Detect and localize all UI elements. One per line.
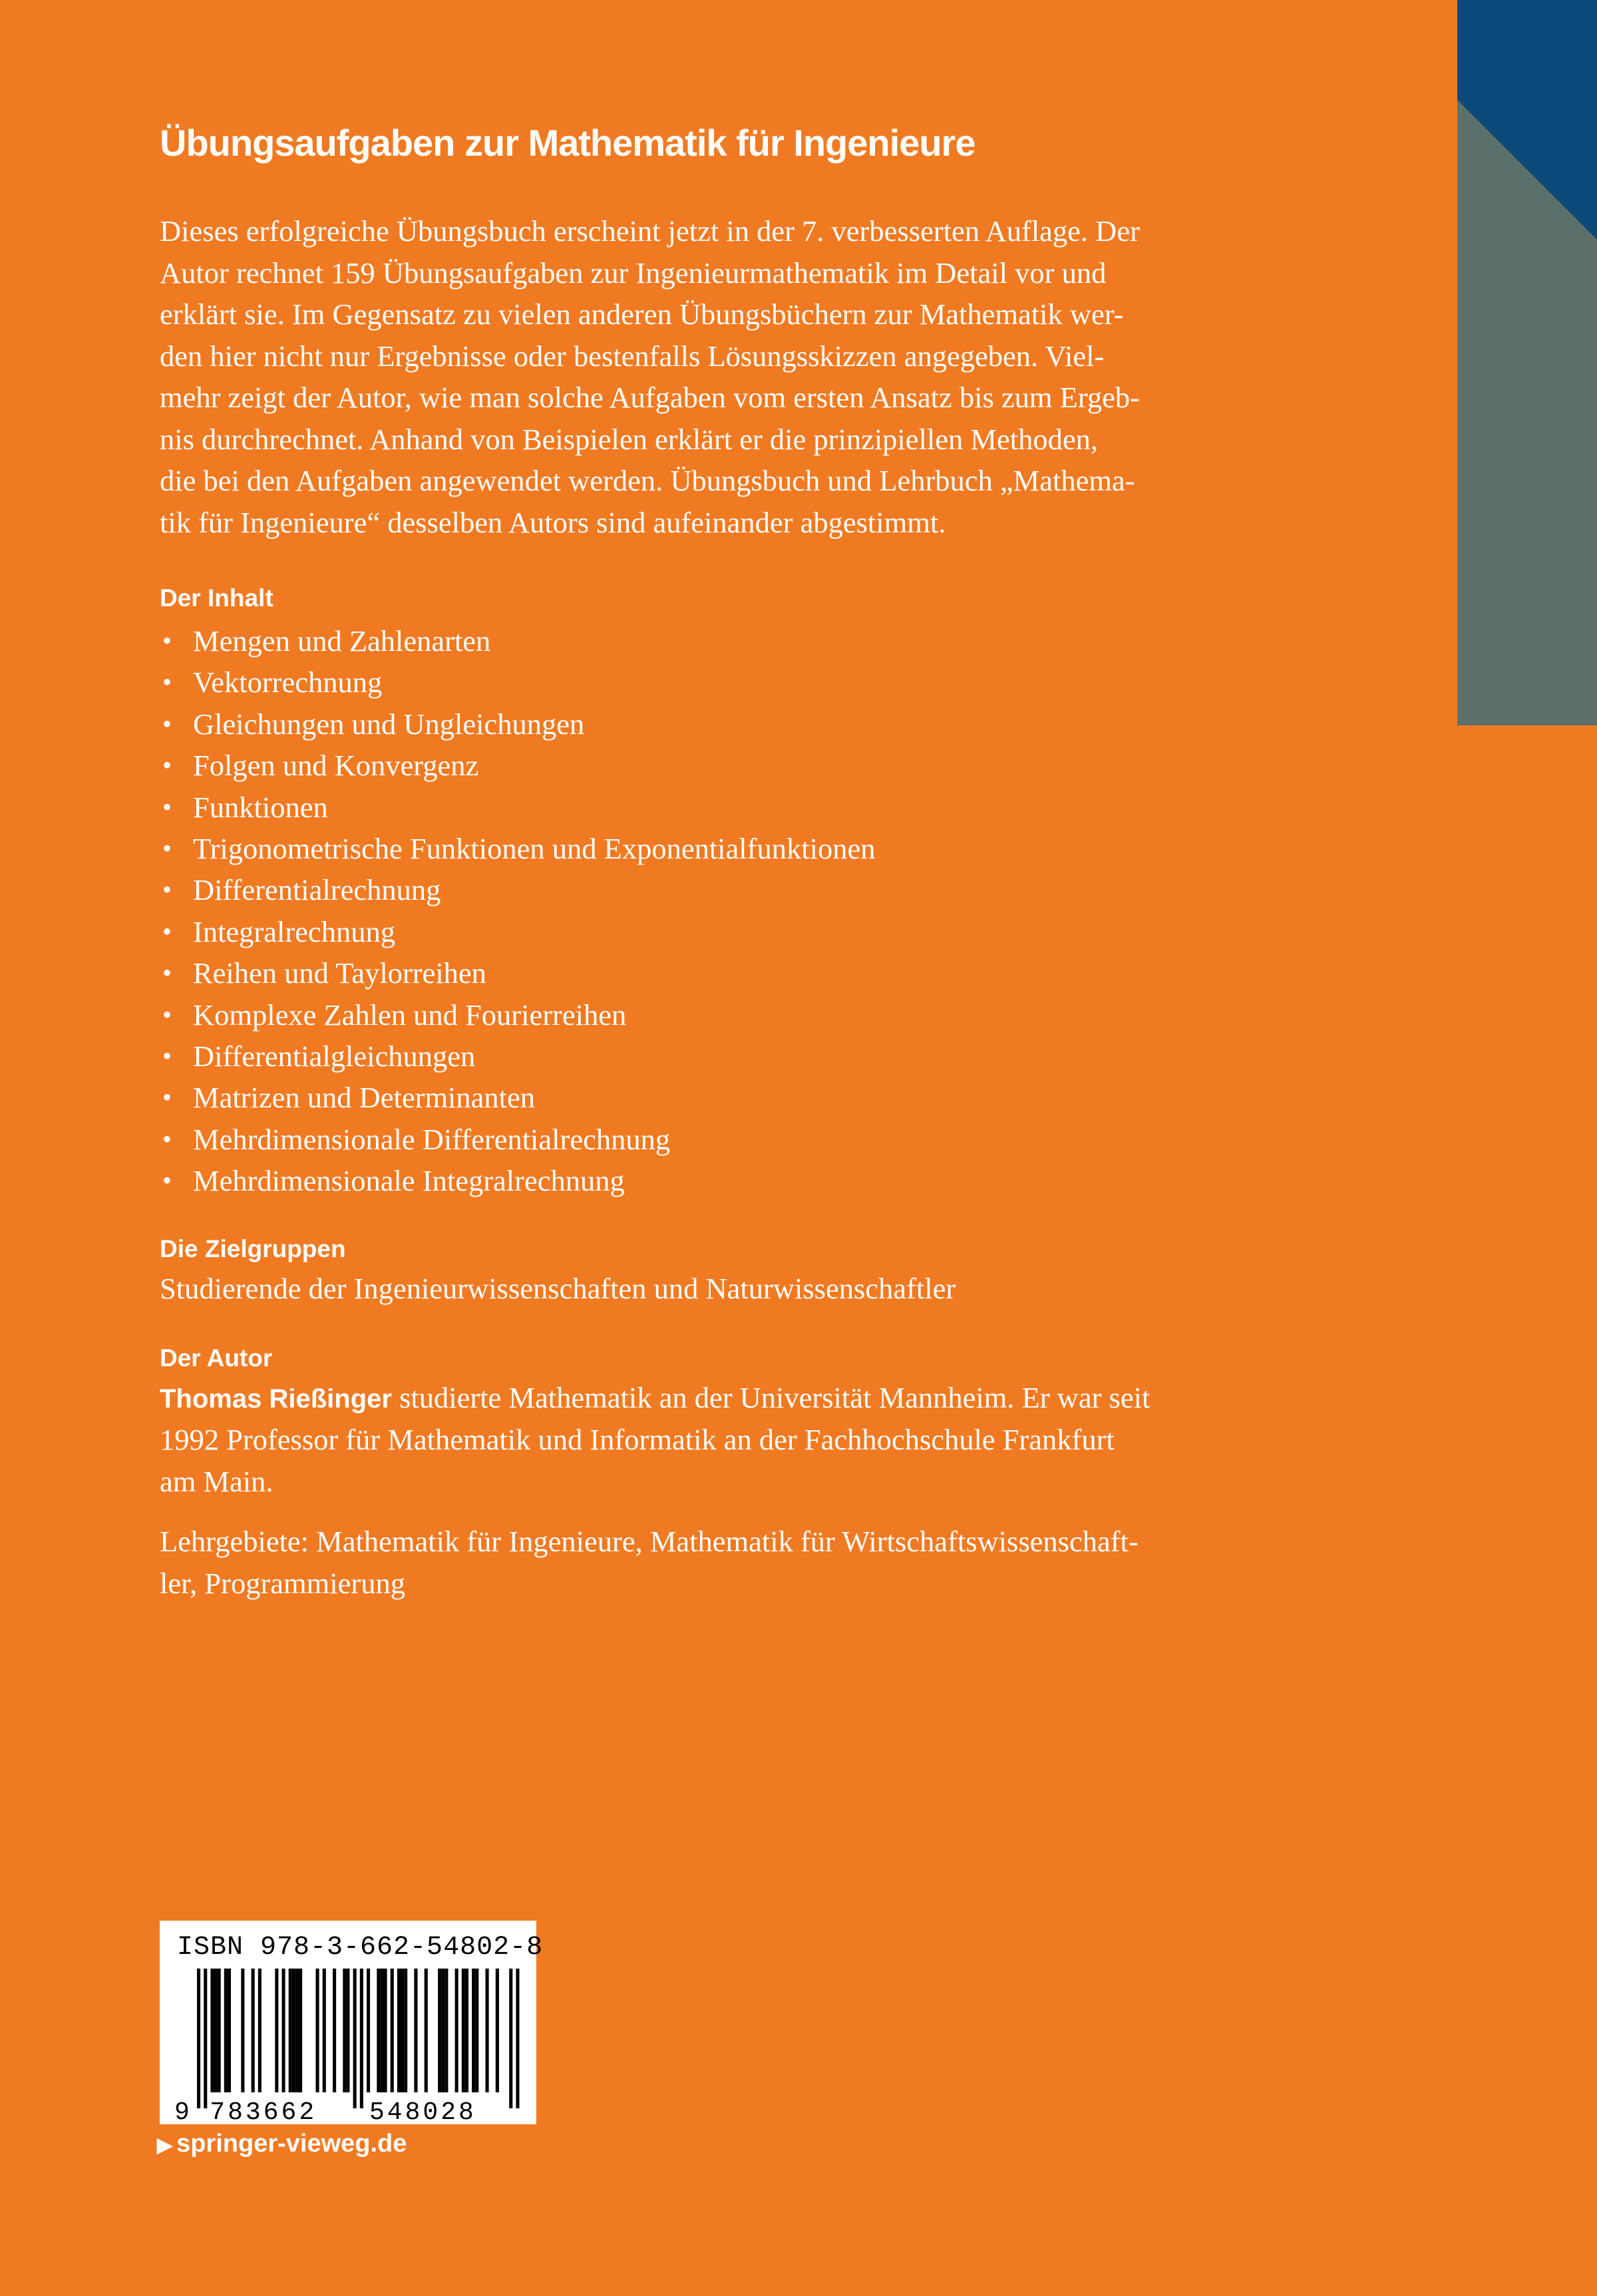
barcode-bar: [438, 1969, 441, 2092]
barcode-bar: [228, 1969, 231, 2092]
intro-line: mehr zeigt der Autor, wie man solche Aufgaben vom ersten Ansatz bis zum Ergeb-: [160, 381, 1140, 414]
list-item: [160, 1077, 875, 1118]
list-item-text: Differentialgleichungen: [193, 1040, 476, 1073]
barcode-bar: [377, 1969, 380, 2092]
intro-line: nis durchrechnet. Anhand von Beispielen erklärt er die prinzipiellen Methoden,: [160, 422, 1098, 456]
barcode-bar: [384, 1969, 387, 2092]
bullet-icon: •: [162, 708, 172, 739]
barcode-bar: [475, 1969, 478, 2092]
bullet-icon: •: [162, 750, 172, 781]
list-item-text: Matrizen und Determinanten: [193, 1081, 536, 1115]
barcode-bar: [289, 1969, 292, 2092]
barcode-bar: [486, 1969, 489, 2092]
list-item: [160, 745, 875, 786]
audience-text: Studierende der Ingenieurwissenschaften und Naturwissenschaftler: [160, 1272, 956, 1305]
bullet-icon: •: [162, 833, 172, 864]
bullet-icon: •: [162, 1041, 172, 1071]
barcode-bar: [241, 1969, 244, 2092]
barcode-bar: [295, 1969, 299, 2092]
barcode-digits: 9: [174, 2098, 192, 2124]
list-item: [160, 911, 875, 952]
barcode-bar: [353, 1969, 357, 2108]
barcode-bar: [210, 1969, 214, 2092]
list-item-text: Vektorrechnung: [193, 666, 383, 699]
bullet-icon: •: [162, 958, 172, 988]
list-item-text: Trigonometrische Funktionen und Exponentialfunktionen: [193, 832, 876, 866]
barcode-bar: [391, 1969, 394, 2092]
author-heading: Der Autor: [160, 1344, 273, 1372]
bullet-icon: •: [162, 1165, 172, 1196]
contents-heading: Der Inhalt: [160, 584, 273, 612]
barcode-bar: [258, 1969, 262, 2092]
list-item-text: Folgen und Konvergenz: [193, 749, 479, 783]
bullet-icon: •: [162, 874, 172, 905]
barcode-bar: [316, 1969, 319, 2092]
barcode-bar: [425, 1969, 428, 2092]
barcode-box: [160, 1921, 544, 2124]
corner-decoration: [1457, 0, 1597, 725]
bullet-icon: •: [162, 791, 172, 822]
publisher-url: springer-vieweg.de: [176, 2130, 407, 2158]
barcode-digits: 548028: [369, 2098, 476, 2124]
list-item-text: Gleichungen und Ungleichungen: [193, 707, 585, 741]
barcode-bar: [292, 1969, 295, 2092]
barcode-bar: [404, 1969, 407, 2092]
intro-line: erklärt sie. Im Gegensatz zu vielen anderen Übungsbüchern zur Mathematik wer-: [160, 297, 1124, 331]
barcode-bar: [333, 1969, 336, 2092]
list-item: [160, 620, 875, 662]
barcode-bar: [516, 1969, 519, 2108]
author-bio-line: am Main.: [160, 1465, 273, 1498]
publisher-link[interactable]: [157, 2130, 407, 2158]
list-item-text: Integralrechnung: [193, 914, 395, 948]
barcode-bar: [275, 1969, 278, 2092]
bullet-icon: •: [162, 999, 172, 1030]
intro-line: Autor rechnet 159 Übungsaufgaben zur Ingenieurmathematik im Detail vor und: [160, 256, 1107, 289]
list-item: [160, 994, 875, 1036]
list-item-text: Funktionen: [193, 790, 328, 824]
intro-line: die bei den Aufgaben angewendet werden. Übungsbuch und Lehrbuch „Mathema-: [160, 464, 1135, 497]
barcode-bar: [397, 1969, 401, 2092]
list-item: [160, 703, 875, 745]
teaching-areas-line: ler, Programmierung: [160, 1567, 405, 1600]
barcode-bar: [197, 1969, 200, 2108]
barcode-bar: [441, 1969, 444, 2092]
teaching-areas-line: Lehrgebiete: Mathematik für Ingenieure, Mathematik für Wirtschaftswissenschaft-: [160, 1525, 1139, 1558]
author-name: Thomas Rießinger: [160, 1384, 392, 1414]
bullet-icon: •: [162, 1123, 172, 1154]
barcode-bar: [380, 1969, 383, 2092]
barcode-bar: [252, 1969, 255, 2092]
barcode-bar: [401, 1969, 404, 2092]
barcode-bar: [214, 1969, 218, 2092]
intro-line: den hier nicht nur Ergebnisse oder bestenfalls Lösungsskizzen angegeben. Viel-: [160, 339, 1105, 373]
list-item: [160, 1119, 875, 1160]
audience-heading: Die Zielgruppen: [160, 1235, 346, 1262]
barcode-bar: [360, 1969, 363, 2108]
barcode-bar: [343, 1969, 346, 2092]
list-item-text: Mehrdimensionale Differentialrechnung: [193, 1122, 671, 1156]
list-item-text: Differentialrechnung: [193, 873, 441, 907]
barcode-bar: [218, 1969, 221, 2092]
barcode-bar: [414, 1969, 417, 2092]
list-item-text: Reihen und Taylorreihen: [193, 956, 486, 990]
intro-line: Dieses erfolgreiche Übungsbuch erscheint jetzt in der 7. verbesserten Auflage. Der: [160, 214, 1140, 248]
list-item-text: Komplexe Zahlen und Fourierreihen: [193, 998, 627, 1032]
barcode-bar: [282, 1969, 285, 2092]
list-item: [160, 952, 875, 994]
list-item: [160, 1160, 875, 1201]
barcode-digits: 783662: [210, 2098, 317, 2124]
author-bio-text: studierte Mathematik an der Universität Mannheim. Er war seit: [391, 1381, 1151, 1414]
isbn-label: ISBN 978-3-662-54802-8: [177, 1933, 544, 1963]
bullet-icon: •: [162, 916, 172, 946]
barcode-bar: [509, 1969, 512, 2108]
author-bio-line: 1992 Professor für Mathematik und Informatik an der Fachhochschule Frankfurt: [160, 1423, 1115, 1456]
list-item: [160, 828, 875, 869]
barcode-bar: [367, 1969, 370, 2092]
bullet-icon: •: [162, 667, 172, 697]
barcode-bar: [323, 1969, 326, 2092]
barcode-bar: [299, 1969, 302, 2092]
author-bio-line: [160, 1380, 1150, 1415]
barcode-bar: [465, 1969, 468, 2092]
barcode-bar: [346, 1969, 349, 2092]
barcode-bar: [496, 1969, 499, 2092]
book-title: Übungsaufgaben zur Mathematik für Ingenieure: [160, 122, 976, 164]
arrow-right-icon: ▶: [157, 2134, 173, 2156]
barcode-bar: [472, 1969, 475, 2092]
list-item: [160, 1036, 875, 1077]
list-item: [160, 662, 875, 703]
list-item: [160, 787, 875, 828]
barcode-bar: [455, 1969, 458, 2092]
barcode-bar: [444, 1969, 448, 2092]
intro-paragraph: [160, 210, 1304, 543]
list-item-text: Mehrdimensionale Integralrechnung: [193, 1164, 625, 1198]
intro-line-last: tik für Ingenieure“ desselben Autors sind aufeinander abgestimmt.: [160, 505, 946, 539]
list-item-text: Mengen und Zahlenarten: [193, 624, 491, 658]
bullet-icon: •: [162, 626, 172, 656]
list-item: [160, 869, 875, 910]
contents-list: [160, 620, 875, 1202]
barcode-bar: [224, 1969, 228, 2092]
barcode-bar: [204, 1969, 207, 2108]
bullet-icon: •: [162, 1082, 172, 1113]
barcode-bar: [462, 1969, 465, 2092]
